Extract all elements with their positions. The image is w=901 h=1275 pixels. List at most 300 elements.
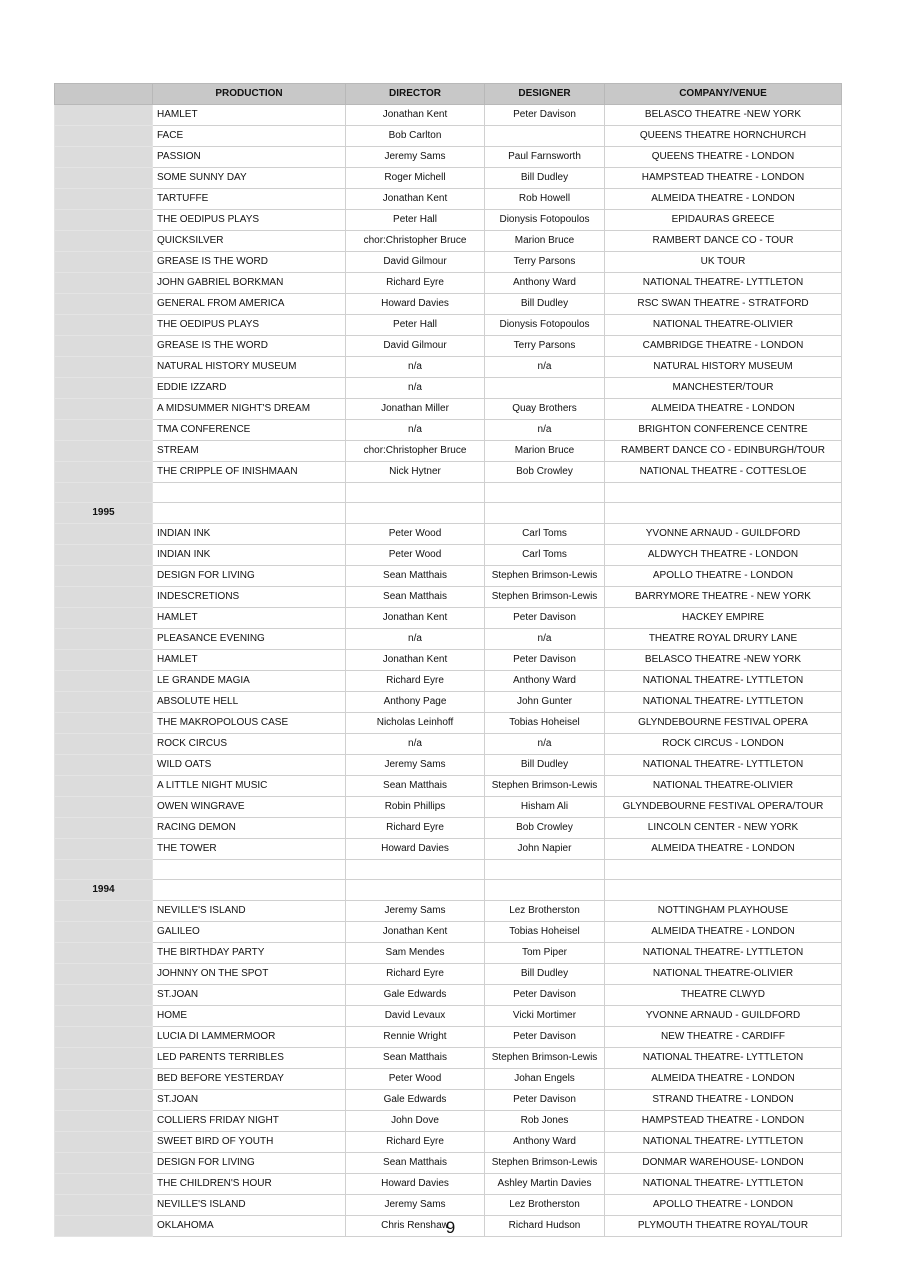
venue-cell: NATIONAL THEATRE- LYTTLETON <box>605 1174 842 1195</box>
year-cell <box>55 168 153 189</box>
venue-cell: NATIONAL THEATRE- LYTTLETON <box>605 692 842 713</box>
production-cell: THE CRIPPLE OF INISHMAAN <box>153 462 346 483</box>
venue-column-header: COMPANY/VENUE <box>605 84 842 105</box>
table-row <box>55 1132 842 1153</box>
year-cell <box>55 231 153 252</box>
designer-cell: John Napier <box>485 839 605 860</box>
table-row <box>55 231 842 252</box>
designer-cell: Bill Dudley <box>485 168 605 189</box>
production-cell: ST.JOAN <box>153 1090 346 1111</box>
director-cell: Jeremy Sams <box>346 901 485 922</box>
table-row <box>55 336 842 357</box>
director-cell: Nicholas Leinhoff <box>346 713 485 734</box>
table-row <box>55 441 842 462</box>
venue-cell: YVONNE ARNAUD - GUILDFORD <box>605 524 842 545</box>
table-row <box>55 964 842 985</box>
table-row <box>55 147 842 168</box>
director-cell: Gale Edwards <box>346 1090 485 1111</box>
designer-cell: Stephen Brimson-Lewis <box>485 587 605 608</box>
year-cell <box>55 357 153 378</box>
director-cell: Sean Matthais <box>346 1048 485 1069</box>
production-cell: LE GRANDE MAGIA <box>153 671 346 692</box>
designer-cell: Carl Toms <box>485 524 605 545</box>
venue-cell: YVONNE ARNAUD - GUILDFORD <box>605 1006 842 1027</box>
production-cell: OKLAHOMA <box>153 1216 346 1237</box>
table-row <box>55 671 842 692</box>
venue-cell: QUEENS THEATRE - LONDON <box>605 147 842 168</box>
year-cell <box>55 1111 153 1132</box>
director-cell: Anthony Page <box>346 692 485 713</box>
table-row <box>55 1174 842 1195</box>
year-cell <box>55 483 153 503</box>
director-cell: Jonathan Kent <box>346 105 485 126</box>
director-cell: David Gilmour <box>346 336 485 357</box>
year-cell: 1994 <box>55 880 153 901</box>
designer-cell: Marion Bruce <box>485 231 605 252</box>
venue-cell: NATIONAL THEATRE-OLIVIER <box>605 776 842 797</box>
year-cell <box>55 839 153 860</box>
table-row <box>55 776 842 797</box>
designer-column-header: DESIGNER <box>485 84 605 105</box>
year-cell <box>55 294 153 315</box>
year-cell <box>55 985 153 1006</box>
table-row <box>55 901 842 922</box>
director-cell: David Levaux <box>346 1006 485 1027</box>
director-cell: n/a <box>346 357 485 378</box>
venue-cell: NATIONAL THEATRE- LYTTLETON <box>605 943 842 964</box>
venue-cell: ALMEIDA THEATRE - LONDON <box>605 1069 842 1090</box>
designer-cell: Anthony Ward <box>485 273 605 294</box>
table-row <box>55 378 842 399</box>
venue-cell: ALDWYCH THEATRE - LONDON <box>605 545 842 566</box>
year-cell <box>55 734 153 755</box>
year-cell <box>55 713 153 734</box>
director-cell: chor:Christopher Bruce <box>346 231 485 252</box>
production-cell: A MIDSUMMER NIGHT'S DREAM <box>153 399 346 420</box>
table-row <box>55 1069 842 1090</box>
year-cell <box>55 1090 153 1111</box>
year-cell <box>55 1174 153 1195</box>
director-cell: Peter Wood <box>346 524 485 545</box>
table-row <box>55 880 842 901</box>
table-row <box>55 839 842 860</box>
venue-cell: ALMEIDA THEATRE - LONDON <box>605 189 842 210</box>
venue-cell: NATIONAL THEATRE-OLIVIER <box>605 964 842 985</box>
table-row <box>55 483 842 503</box>
production-cell: GENERAL FROM AMERICA <box>153 294 346 315</box>
table-row <box>55 818 842 839</box>
year-cell <box>55 692 153 713</box>
venue-cell: DONMAR WAREHOUSE- LONDON <box>605 1153 842 1174</box>
production-cell: GREASE IS THE WORD <box>153 336 346 357</box>
venue-cell: HAMPSTEAD THEATRE - LONDON <box>605 1111 842 1132</box>
year-cell <box>55 210 153 231</box>
designer-cell: Carl Toms <box>485 545 605 566</box>
venue-cell: NOTTINGHAM PLAYHOUSE <box>605 901 842 922</box>
director-cell: Rennie Wright <box>346 1027 485 1048</box>
designer-cell: Stephen Brimson-Lewis <box>485 566 605 587</box>
venue-cell: CAMBRIDGE THEATRE - LONDON <box>605 336 842 357</box>
year-cell <box>55 860 153 880</box>
director-cell <box>346 860 485 880</box>
production-cell: FACE <box>153 126 346 147</box>
table-row <box>55 922 842 943</box>
table-row <box>55 1090 842 1111</box>
production-cell: NEVILLE'S ISLAND <box>153 901 346 922</box>
designer-cell: Tobias Hoheisel <box>485 713 605 734</box>
page-number: 9 <box>445 1218 456 1237</box>
production-cell <box>153 503 346 524</box>
production-cell: NATURAL HISTORY MUSEUM <box>153 357 346 378</box>
designer-cell <box>485 126 605 147</box>
designer-cell: Dionysis Fotopoulos <box>485 210 605 231</box>
year-cell <box>55 1153 153 1174</box>
director-cell: Richard Eyre <box>346 964 485 985</box>
productions-table <box>54 83 842 1237</box>
designer-cell: Bill Dudley <box>485 964 605 985</box>
director-cell: Richard Eyre <box>346 1132 485 1153</box>
year-cell <box>55 252 153 273</box>
venue-cell: APOLLO THEATRE - LONDON <box>605 1195 842 1216</box>
venue-cell: NATIONAL THEATRE- LYTTLETON <box>605 1048 842 1069</box>
year-cell <box>55 1048 153 1069</box>
year-cell <box>55 797 153 818</box>
production-cell: GREASE IS THE WORD <box>153 252 346 273</box>
production-cell: HAMLET <box>153 105 346 126</box>
year-cell <box>55 524 153 545</box>
year-cell <box>55 399 153 420</box>
header-row <box>55 84 842 105</box>
designer-cell: Ashley Martin Davies <box>485 1174 605 1195</box>
year-cell <box>55 273 153 294</box>
designer-cell: Hisham Ali <box>485 797 605 818</box>
table-row <box>55 566 842 587</box>
production-cell <box>153 860 346 880</box>
director-cell: Sean Matthais <box>346 566 485 587</box>
production-cell: WILD OATS <box>153 755 346 776</box>
designer-cell: n/a <box>485 420 605 441</box>
director-cell: Jonathan Kent <box>346 608 485 629</box>
venue-cell: BRIGHTON CONFERENCE CENTRE <box>605 420 842 441</box>
venue-cell: EPIDAURAS GREECE <box>605 210 842 231</box>
venue-cell: ALMEIDA THEATRE - LONDON <box>605 922 842 943</box>
designer-cell: Lez Brotherston <box>485 1195 605 1216</box>
venue-cell: NATIONAL THEATRE- LYTTLETON <box>605 273 842 294</box>
designer-cell <box>485 880 605 901</box>
venue-cell: BELASCO THEATRE -NEW YORK <box>605 105 842 126</box>
table-row <box>55 985 842 1006</box>
production-cell: LUCIA DI LAMMERMOOR <box>153 1027 346 1048</box>
table-body <box>55 105 842 1237</box>
designer-cell: Rob Howell <box>485 189 605 210</box>
designer-cell: Lez Brotherston <box>485 901 605 922</box>
designer-cell: Richard Hudson <box>485 1216 605 1237</box>
director-cell: David Gilmour <box>346 252 485 273</box>
director-cell: Nick Hytner <box>346 462 485 483</box>
table-row <box>55 315 842 336</box>
designer-cell: Tom Piper <box>485 943 605 964</box>
director-cell: Howard Davies <box>346 294 485 315</box>
venue-cell: NATIONAL THEATRE-OLIVIER <box>605 315 842 336</box>
designer-cell: Johan Engels <box>485 1069 605 1090</box>
director-cell: Richard Eyre <box>346 818 485 839</box>
table-row <box>55 252 842 273</box>
designer-cell: Anthony Ward <box>485 1132 605 1153</box>
director-cell: Sean Matthais <box>346 587 485 608</box>
table-row <box>55 608 842 629</box>
venue-cell: THEATRE ROYAL DRURY LANE <box>605 629 842 650</box>
production-cell: QUICKSILVER <box>153 231 346 252</box>
production-cell: INDIAN INK <box>153 545 346 566</box>
venue-cell: UK TOUR <box>605 252 842 273</box>
table-row <box>55 294 842 315</box>
table-row <box>55 189 842 210</box>
director-cell: Gale Edwards <box>346 985 485 1006</box>
year-cell <box>55 608 153 629</box>
venue-cell: ROCK CIRCUS - LONDON <box>605 734 842 755</box>
year-cell <box>55 776 153 797</box>
year-cell <box>55 1006 153 1027</box>
director-cell <box>346 483 485 503</box>
director-cell: Richard Eyre <box>346 671 485 692</box>
venue-cell: NATIONAL THEATRE- LYTTLETON <box>605 1132 842 1153</box>
venue-cell: RAMBERT DANCE CO - EDINBURGH/TOUR <box>605 441 842 462</box>
production-cell: PLEASANCE EVENING <box>153 629 346 650</box>
year-column-header <box>55 84 153 105</box>
venue-cell: MANCHESTER/TOUR <box>605 378 842 399</box>
venue-cell: ALMEIDA THEATRE - LONDON <box>605 839 842 860</box>
table-row <box>55 713 842 734</box>
production-cell: THE MAKROPOLOUS CASE <box>153 713 346 734</box>
designer-cell: Rob Jones <box>485 1111 605 1132</box>
production-cell: JOHNNY ON THE SPOT <box>153 964 346 985</box>
director-column-header: DIRECTOR <box>346 84 485 105</box>
designer-cell: Stephen Brimson-Lewis <box>485 776 605 797</box>
venue-cell: GLYNDEBOURNE FESTIVAL OPERA/TOUR <box>605 797 842 818</box>
designer-cell: Peter Davison <box>485 650 605 671</box>
year-cell <box>55 755 153 776</box>
table-row <box>55 1195 842 1216</box>
designer-cell: Peter Davison <box>485 1027 605 1048</box>
director-cell: Jeremy Sams <box>346 147 485 168</box>
table-row <box>55 692 842 713</box>
director-cell: Peter Wood <box>346 545 485 566</box>
table-row <box>55 943 842 964</box>
table-row <box>55 399 842 420</box>
venue-cell: BARRYMORE THEATRE - NEW YORK <box>605 587 842 608</box>
year-cell <box>55 964 153 985</box>
year-cell <box>55 943 153 964</box>
year-cell <box>55 545 153 566</box>
table-row <box>55 503 842 524</box>
production-cell: ABSOLUTE HELL <box>153 692 346 713</box>
production-cell: STREAM <box>153 441 346 462</box>
table-row <box>55 1111 842 1132</box>
director-cell: n/a <box>346 378 485 399</box>
year-cell <box>55 315 153 336</box>
table-row <box>55 860 842 880</box>
venue-cell: PLYMOUTH THEATRE ROYAL/TOUR <box>605 1216 842 1237</box>
table-row <box>55 797 842 818</box>
year-cell <box>55 336 153 357</box>
table-row <box>55 1027 842 1048</box>
year-cell <box>55 462 153 483</box>
venue-cell: HAMPSTEAD THEATRE - LONDON <box>605 168 842 189</box>
designer-cell: Stephen Brimson-Lewis <box>485 1153 605 1174</box>
venue-cell: LINCOLN CENTER - NEW YORK <box>605 818 842 839</box>
director-cell: Robin Phillips <box>346 797 485 818</box>
year-cell <box>55 566 153 587</box>
director-cell: Jonathan Kent <box>346 189 485 210</box>
year-cell <box>55 818 153 839</box>
venue-cell: GLYNDEBOURNE FESTIVAL OPERA <box>605 713 842 734</box>
year-cell <box>55 441 153 462</box>
production-cell <box>153 483 346 503</box>
director-cell: Sean Matthais <box>346 1153 485 1174</box>
director-cell: Jonathan Miller <box>346 399 485 420</box>
designer-cell: John Gunter <box>485 692 605 713</box>
director-cell: Roger Michell <box>346 168 485 189</box>
designer-cell: Vicki Mortimer <box>485 1006 605 1027</box>
production-cell: THE OEDIPUS PLAYS <box>153 315 346 336</box>
production-cell: GALILEO <box>153 922 346 943</box>
table-row <box>55 755 842 776</box>
production-cell: TARTUFFE <box>153 189 346 210</box>
production-cell: INDESCRETIONS <box>153 587 346 608</box>
year-cell: 1995 <box>55 503 153 524</box>
director-cell: Richard Eyre <box>346 273 485 294</box>
designer-cell: Terry Parsons <box>485 336 605 357</box>
designer-cell: Marion Bruce <box>485 441 605 462</box>
production-cell: HOME <box>153 1006 346 1027</box>
production-cell: THE TOWER <box>153 839 346 860</box>
year-cell <box>55 105 153 126</box>
director-cell: Bob Carlton <box>346 126 485 147</box>
director-cell: chor:Christopher Bruce <box>346 441 485 462</box>
director-cell: Sean Matthais <box>346 776 485 797</box>
year-cell <box>55 147 153 168</box>
venue-cell: APOLLO THEATRE - LONDON <box>605 566 842 587</box>
venue-cell: NATIONAL THEATRE - COTTESLOE <box>605 462 842 483</box>
venue-cell: NATIONAL THEATRE- LYTTLETON <box>605 755 842 776</box>
designer-cell: Quay Brothers <box>485 399 605 420</box>
production-cell: DESIGN FOR LIVING <box>153 566 346 587</box>
designer-cell: n/a <box>485 357 605 378</box>
production-cell: ROCK CIRCUS <box>153 734 346 755</box>
table-row <box>55 1153 842 1174</box>
venue-cell: NATURAL HISTORY MUSEUM <box>605 357 842 378</box>
venue-cell: STRAND THEATRE - LONDON <box>605 1090 842 1111</box>
director-cell: Peter Wood <box>346 1069 485 1090</box>
year-cell <box>55 1027 153 1048</box>
director-cell: Howard Davies <box>346 839 485 860</box>
production-cell: OWEN WINGRAVE <box>153 797 346 818</box>
production-cell: NEVILLE'S ISLAND <box>153 1195 346 1216</box>
director-cell: Peter Hall <box>346 315 485 336</box>
table-row <box>55 126 842 147</box>
designer-cell: Stephen Brimson-Lewis <box>485 1048 605 1069</box>
venue-cell <box>605 483 842 503</box>
table-row <box>55 168 842 189</box>
designer-cell: Bill Dudley <box>485 755 605 776</box>
table-row <box>55 357 842 378</box>
designer-cell: n/a <box>485 734 605 755</box>
designer-cell: Bill Dudley <box>485 294 605 315</box>
designer-cell <box>485 378 605 399</box>
designer-cell: Peter Davison <box>485 608 605 629</box>
table-row <box>55 629 842 650</box>
director-cell: Chris Renshaw <box>346 1216 485 1237</box>
year-cell <box>55 1069 153 1090</box>
table-row <box>55 210 842 231</box>
venue-cell: ALMEIDA THEATRE - LONDON <box>605 399 842 420</box>
table-row <box>55 587 842 608</box>
table-row <box>55 734 842 755</box>
table-row <box>55 1048 842 1069</box>
table-row <box>55 545 842 566</box>
year-cell <box>55 671 153 692</box>
designer-cell <box>485 860 605 880</box>
director-cell: Jeremy Sams <box>346 755 485 776</box>
production-cell: SOME SUNNY DAY <box>153 168 346 189</box>
production-cell: HAMLET <box>153 608 346 629</box>
venue-cell: RAMBERT DANCE CO - TOUR <box>605 231 842 252</box>
director-cell: n/a <box>346 420 485 441</box>
designer-cell: Anthony Ward <box>485 671 605 692</box>
table-row <box>55 524 842 545</box>
production-cell: HAMLET <box>153 650 346 671</box>
year-cell <box>55 629 153 650</box>
production-cell: SWEET BIRD OF YOUTH <box>153 1132 346 1153</box>
director-cell: Howard Davies <box>346 1174 485 1195</box>
director-cell: John Dove <box>346 1111 485 1132</box>
director-cell: n/a <box>346 734 485 755</box>
year-cell <box>55 420 153 441</box>
director-cell: Sam Mendes <box>346 943 485 964</box>
designer-cell <box>485 503 605 524</box>
production-cell: THE BIRTHDAY PARTY <box>153 943 346 964</box>
venue-cell <box>605 880 842 901</box>
production-cell: JOHN GABRIEL BORKMAN <box>153 273 346 294</box>
production-cell: THE CHILDREN'S HOUR <box>153 1174 346 1195</box>
director-cell <box>346 503 485 524</box>
year-cell <box>55 378 153 399</box>
director-cell: Jonathan Kent <box>346 650 485 671</box>
production-cell: TMA CONFERENCE <box>153 420 346 441</box>
director-cell: Jonathan Kent <box>346 922 485 943</box>
venue-cell: QUEENS THEATRE HORNCHURCH <box>605 126 842 147</box>
year-cell <box>55 189 153 210</box>
year-cell <box>55 1195 153 1216</box>
designer-cell: n/a <box>485 629 605 650</box>
production-cell: LED PARENTS TERRIBLES <box>153 1048 346 1069</box>
year-cell <box>55 126 153 147</box>
production-cell: ST.JOAN <box>153 985 346 1006</box>
production-cell: PASSION <box>153 147 346 168</box>
venue-cell: NEW THEATRE - CARDIFF <box>605 1027 842 1048</box>
production-cell: BED BEFORE YESTERDAY <box>153 1069 346 1090</box>
production-column-header: PRODUCTION <box>153 84 346 105</box>
production-cell: THE OEDIPUS PLAYS <box>153 210 346 231</box>
year-cell <box>55 587 153 608</box>
venue-cell: BELASCO THEATRE -NEW YORK <box>605 650 842 671</box>
table-row <box>55 650 842 671</box>
year-cell <box>55 922 153 943</box>
designer-cell: Peter Davison <box>485 1090 605 1111</box>
director-cell: Peter Hall <box>346 210 485 231</box>
table-row <box>55 1006 842 1027</box>
table-row <box>55 105 842 126</box>
